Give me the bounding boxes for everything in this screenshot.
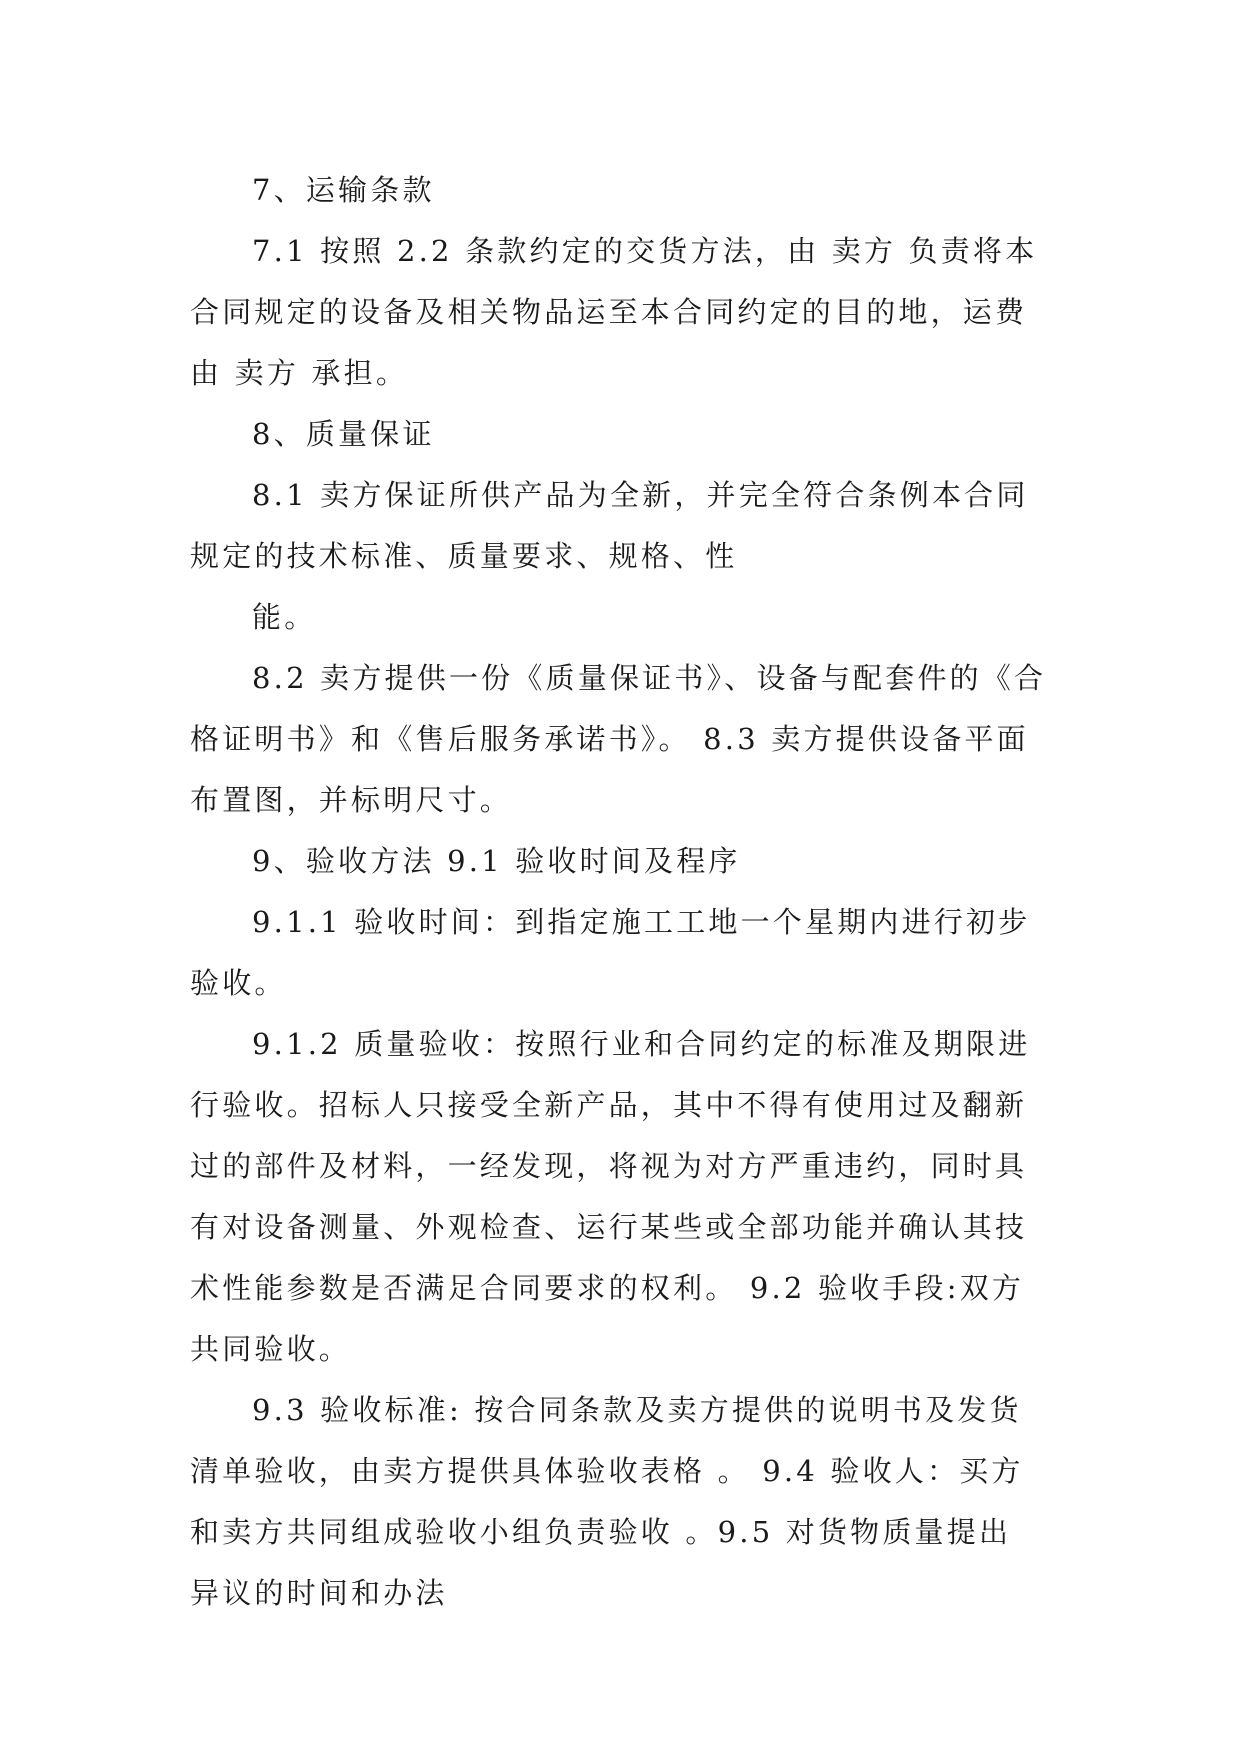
paragraph-8-2-cont: 格证明书》和《售后服务承诺书》。 8.3 卖方提供设备平面 bbox=[190, 722, 1029, 756]
heading-acceptance-method: 9、验收方法 9.1 验收时间及程序 bbox=[252, 844, 741, 878]
paragraph-8-1-cont: 规定的技术标准、质量要求、规格、性 bbox=[190, 539, 738, 573]
paragraph-8-2: 8.2 卖方提供一份《质量保证书》、设备与配套件的《合 bbox=[252, 661, 1047, 695]
paragraph-7-1-cont: 由 卖方 承担。 bbox=[190, 356, 409, 390]
paragraph-7-1-cont: 合同规定的设备及相关物品运至本合同约定的目的地，运费 bbox=[190, 295, 1028, 329]
paragraph-9-4: 清单验收，由卖方提供具体验收表格 。 9.4 验收人：买方 bbox=[190, 1454, 1024, 1488]
paragraph-9-2-cont: 共同验收。 bbox=[190, 1332, 352, 1366]
paragraph-9-5: 和卖方共同组成验收小组负责验收 。9.5 对货物质量提出 bbox=[190, 1515, 1012, 1549]
paragraph-9-1-2-cont: 过的部件及材料，一经发现，将视为对方严重违约，同时具 bbox=[190, 1149, 1028, 1183]
paragraph-8-1-cont: 能。 bbox=[252, 600, 317, 634]
heading-quality-guarantee: 8、质量保证 bbox=[252, 417, 435, 451]
paragraph-9-1-2-cont: 有对设备测量、外观检查、运行某些或全部功能并确认其技 bbox=[190, 1210, 1028, 1244]
paragraph-9-1-2: 9.1.2 质量验收：按照行业和合同约定的标准及期限进 bbox=[252, 1027, 1031, 1061]
paragraph-9-1-1: 9.1.1 验收时间：到指定施工工地一个星期内进行初步 bbox=[252, 905, 1031, 939]
document-body bbox=[190, 160, 1050, 1624]
paragraph-8-3-cont: 布置图，并标明尺寸。 bbox=[190, 783, 513, 817]
paragraph-9-3: 9.3 验收标准: 按合同条款及卖方提供的说明书及发货 bbox=[252, 1393, 1022, 1427]
paragraph-7-1: 7.1 按照 2.2 条款约定的交货方法，由 卖方 负责将本 bbox=[252, 234, 1038, 268]
paragraph-8-1: 8.1 卖方保证所供产品为全新，并完全符合条例本合同 bbox=[252, 478, 1029, 512]
paragraph-9-1-2-cont: 行验收。招标人只接受全新产品，其中不得有使用过及翻新 bbox=[190, 1088, 1028, 1122]
paragraph-9-5-cont: 异议的时间和办法 bbox=[190, 1576, 448, 1610]
paragraph-9-2: 术性能参数是否满足合同要求的权利。 9.2 验收手段:双方 bbox=[190, 1271, 1025, 1305]
heading-transport-terms: 7、运输条款 bbox=[252, 173, 435, 207]
paragraph-9-1-1-cont: 验收。 bbox=[190, 966, 287, 1000]
